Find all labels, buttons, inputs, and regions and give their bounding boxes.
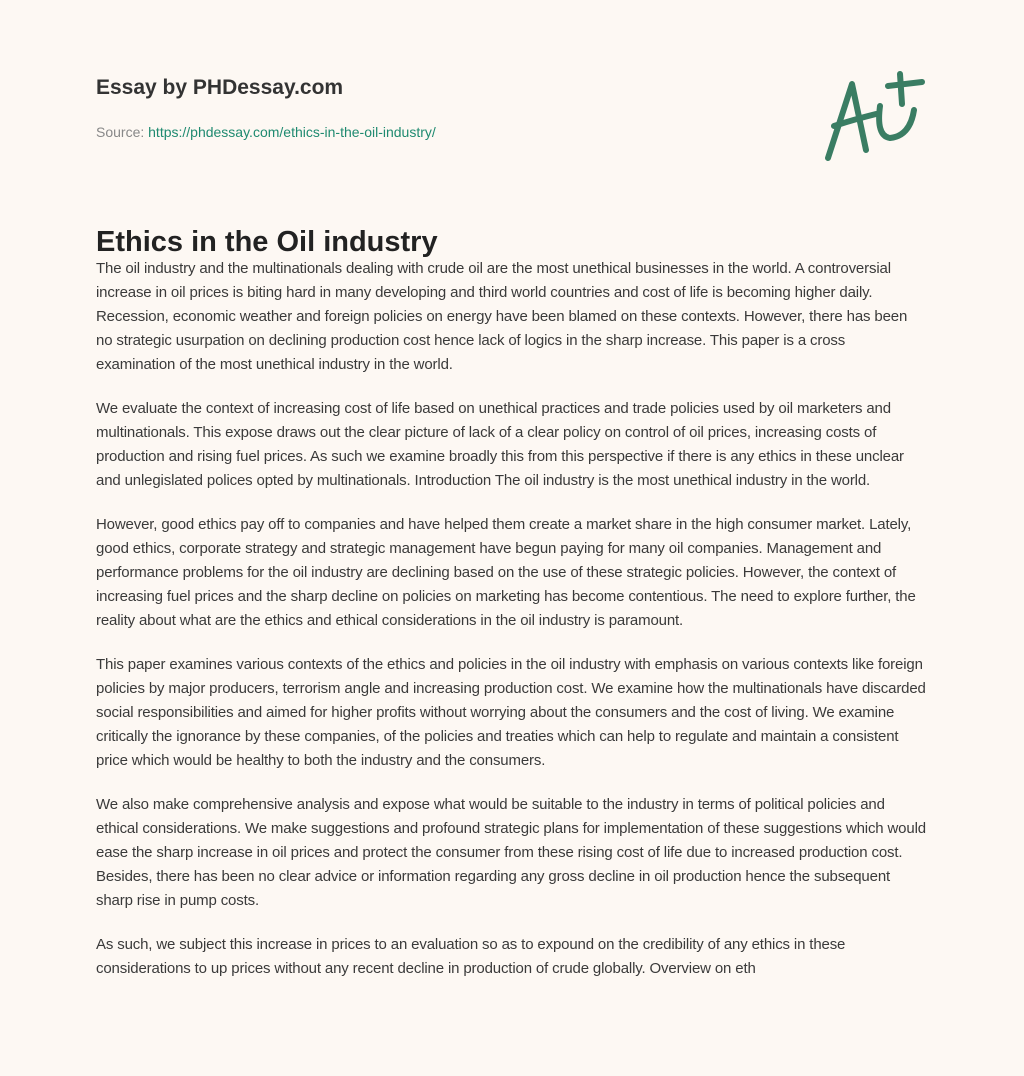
article-title: Ethics in the Oil industry <box>96 226 438 258</box>
source-label: Source: <box>96 124 145 140</box>
paragraph: However, good ethics pay off to companies and have helped them create a market share in the high consumer market. Lately, good ethics, corporate strategy and strategic management have begun paying for many oil companies. Management and performance problems for the oil industry are declining based on the use of these strategic policies. However, the context of increasing fuel prices and the sharp decline on policies on marketing has become contentious. The need to explore further, the reality about what are the ethics and ethical considerations in the oil industry is paramount. <box>96 516 916 629</box>
brand-title: Essay by PHDessay.com <box>96 76 344 99</box>
a-plus-logo-icon <box>818 70 928 164</box>
paragraph: As such, we subject this increase in prices to an evaluation so as to expound on the credibility of any ethics in these considerations to up prices without any recent decline in production of crude globally. Overview on eth <box>96 936 846 977</box>
paragraph: This paper examines various contexts of the ethics and policies in the oil industry with emphasis on various contexts like foreign policies by major producers, terrorism angle and increasing production cost. We examine how the multinationals have discarded social responsibilities and aimed for higher profits without worrying about the consumers and the cost of living. We examine critically the ignorance by these companies, of the policies and treaties which can help to regulate and maintain a consistent price which would be healthy to both the industry and the consumers. <box>96 656 926 769</box>
source-link[interactable]: https://phdessay.com/ethics-in-the-oil-industry/ <box>148 124 436 140</box>
article-body <box>96 257 926 1001</box>
source-line <box>96 124 436 140</box>
header <box>0 0 1024 200</box>
paragraph: The oil industry and the multinationals dealing with crude oil are the most unethical businesses in the world. A controversial increase in oil prices is biting hard in many developing and third world countries and cost of life is becoming higher daily. Recession, economic weather and foreign policies on energy have been blamed on these contexts. However, there has been no strategic usurpation on declining production cost hence lack of logics in the sharp increase. This paper is a cross examination of the most unethical industry in the world. <box>96 260 908 373</box>
paragraph: We also make comprehensive analysis and expose what would be suitable to the industry in terms of political policies and ethical considerations. We make suggestions and profound strategic plans for implementation of these suggestions which would ease the sharp increase in oil prices and protect the consumer from these rising cost of life due to increased production cost. Besides, there has been no clear advice or information regarding any gross decline in oil production hence the subsequent sharp rise in pump costs. <box>96 796 926 909</box>
paragraph: We evaluate the context of increasing cost of life based on unethical practices and trade policies used by oil marketers and multinationals. This expose draws out the clear picture of lack of a clear policy on control of oil prices, increasing costs of production and rising fuel prices. As such we examine broadly this from this perspective if there is any ethics in these unclear and unlegislated polices opted by multinationals. Introduction The oil industry is the most unethical industry in the world. <box>96 400 904 489</box>
